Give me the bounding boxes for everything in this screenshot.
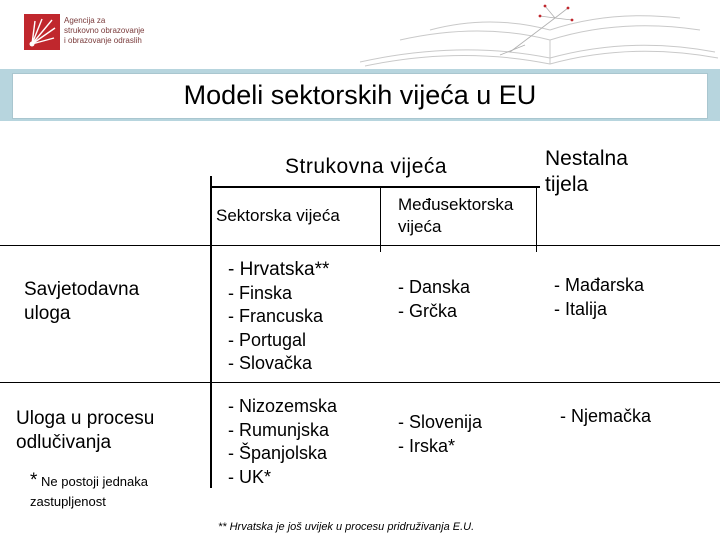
grid-line-horizontal-row [0,382,720,383]
note-asterisk: * [30,470,38,491]
grid-line-vertical-left [210,176,212,488]
list-item: - Francuska [228,306,324,326]
row-label-odlucivanje [16,407,154,455]
list-item: - Mađarska [554,275,645,295]
grid-line-vertical-right [536,188,537,252]
list-item: - Portugal [228,329,307,350]
row-label-line: uloga [24,303,71,324]
header-nestalna-line-1: Nestalna [545,147,628,170]
footnote: ** Hrvatska je još uvijek u procesu pridruživanja E.U. [218,521,475,533]
cell-savjetodavna-nestalna [554,274,644,321]
list-item: - Slovačka [228,353,313,373]
slide-title: Modeli sektorskih vijeća u EU [183,80,537,110]
row-label-line: odlučivanja [16,432,112,453]
logo-line-2: strukovno obrazovanje [64,26,145,35]
list-item: - Rumunjska [228,419,330,440]
header-medusektorska-vijeca [398,194,513,238]
header-medusektorska-line-1: Međusektorska [398,195,514,214]
row-label-savjetodavna [24,278,139,326]
logo-line-3: i obrazovanje odraslih [64,36,142,45]
agency-logo [24,14,174,50]
note-text: Ne postoji jednaka zastupljenost [30,474,148,509]
list-item: - UK* [228,466,272,487]
list-item: - Slovenija [398,412,483,432]
grid-line-vertical-mid [380,188,381,252]
header-nestalna-tijela [545,146,628,198]
list-item: - Španjolska [228,443,328,463]
header-nestalna-line-2: tijela [545,173,589,196]
cell-odlucivanje-medusektorska [398,411,482,458]
cell-savjetodavna-sektorska [228,258,329,376]
list-item: - Njemačka [560,406,652,426]
header-strukovna-vijeca: Strukovna vijeća [285,155,448,178]
representation-note [30,471,200,512]
list-item: - Danska [398,277,471,297]
list-item: - Finska [228,282,293,303]
list-item: - Grčka [398,300,458,321]
agency-logo-icon [24,14,60,50]
grid-line-horizontal-top [210,186,540,188]
grid-line-horizontal-header [0,245,720,246]
list-item: - Italija [554,298,608,319]
list-item: - Nizozemska [228,396,338,416]
row-label-line: Uloga u procesu [16,408,155,429]
cell-odlucivanje-nestalna [560,405,651,429]
cell-savjetodavna-medusektorska [398,276,470,323]
header-sektorska-vijeca: Sektorska vijeća [216,206,340,225]
agency-logo-text [64,16,145,46]
header-medusektorska-line-2: vijeća [398,217,442,236]
list-item: - Irska* [398,435,456,456]
logo-line-1: Agencija za [64,16,106,25]
list-item: - Hrvatska** [228,259,330,280]
row-label-line: Savjetodavna [24,279,140,300]
cell-odlucivanje-sektorska [228,395,337,489]
open-book-illustration [340,0,720,70]
